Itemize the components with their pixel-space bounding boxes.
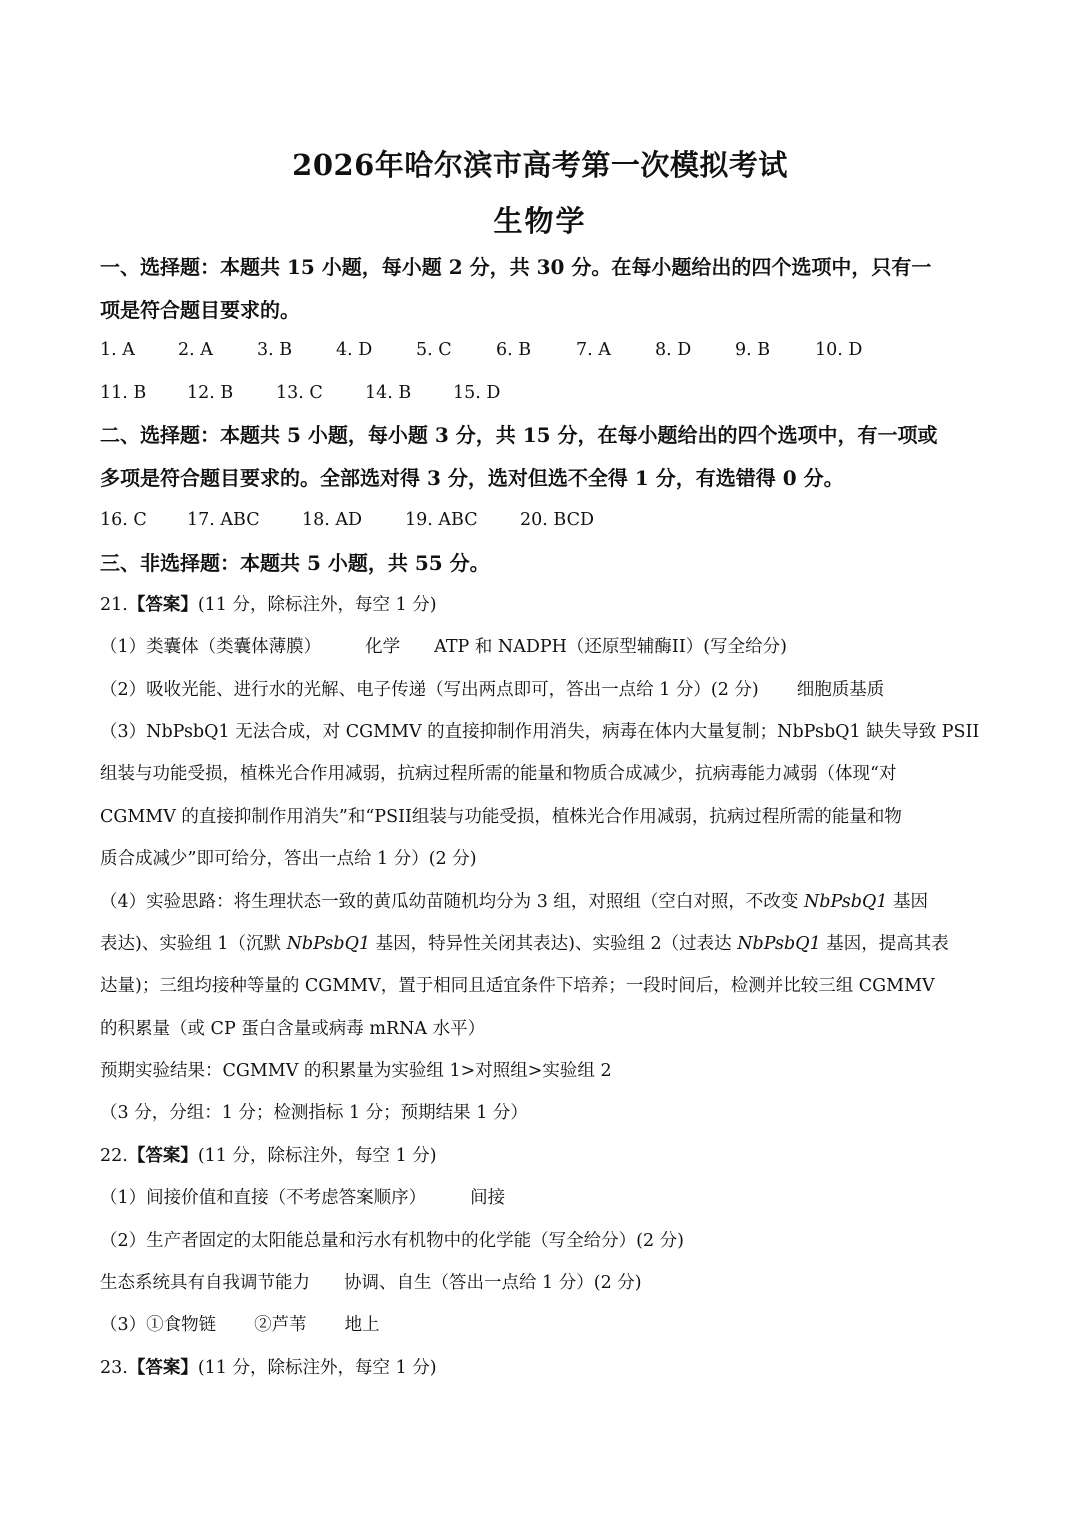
answer-item: 20. BCD	[520, 510, 594, 530]
answer-item: 4. D	[336, 340, 373, 360]
gene-name: NbPsbQ1	[803, 892, 888, 912]
page-subtitle: 生物学	[493, 204, 587, 238]
q22-header: 22.【答案】(11 分，除标注外，每空 1 分)	[100, 1146, 437, 1166]
section1-answers-row2	[100, 381, 980, 405]
section2-heading: 二、选择题：本题共 5 小题，每小题 3 分，共 15 分，在每小题给出的四个选项中，有一项或	[100, 423, 938, 447]
page-title: 2026年哈尔滨市高考第一次模拟考试	[292, 148, 788, 182]
answer-item: 11. B	[100, 383, 147, 403]
answer-item: 3. B	[257, 340, 293, 360]
answer-item: 6. B	[496, 340, 532, 360]
answer-item: 16. C	[100, 510, 147, 530]
answer-item: 19. ABC	[405, 510, 478, 530]
section1-heading-cont: 项是符合题目要求的。	[100, 298, 300, 322]
answer-item: 18. AD	[302, 510, 363, 530]
section2-heading-cont: 多项是符合题目要求的。全部选对得 3 分，选对但选不全得 1 分，有选错得 0 分。	[100, 466, 844, 490]
answer-item: 13. C	[276, 383, 323, 403]
q22-part2-cont: 生态系统具有自我调节能力 协调、自生（答出一点给 1 分）(2 分)	[100, 1273, 642, 1293]
q21-part4-score: （3 分，分组：1 分；检测指标 1 分；预期结果 1 分）	[100, 1103, 528, 1123]
section1-answers-row1	[100, 338, 980, 362]
q23-header: 23.【答案】(11 分，除标注外，每空 1 分)	[100, 1358, 437, 1378]
q21-part4-line1: （4）实验思路：将生理状态一致的黄瓜幼苗随机均分为 3 组，对照组（空白对照，不改变 NbPsbQ1 基因	[100, 892, 929, 912]
answer-item: 9. B	[735, 340, 771, 360]
gene-name: NbPsbQ1	[286, 934, 371, 954]
section1-heading: 一、选择题：本题共 15 小题，每小题 2 分，共 30 分。在每小题给出的四个选项中，只有一	[100, 255, 932, 279]
answer-item: 2. A	[178, 340, 213, 360]
answer-item: 8. D	[655, 340, 692, 360]
answer-item: 15. D	[453, 383, 501, 403]
answer-item: 1. A	[100, 340, 135, 360]
answer-item: 12. B	[187, 383, 234, 403]
gene-name: NbPsbQ1	[737, 934, 821, 954]
section3-heading: 三、非选择题：本题共 5 小题，共 55 分。	[100, 551, 490, 575]
q22-part1: （1）间接价值和直接（不考虑答案顺序） 间接	[100, 1188, 506, 1208]
q21-part3-line4: 质合成减少”即可给分，答出一点给 1 分）(2 分)	[100, 849, 477, 869]
q21-part4-line4: 的积累量（或 CP 蛋白含量或病毒 mRNA 水平）	[100, 1019, 486, 1039]
q22-part3: （3）①食物链 ②芦苇 地上	[100, 1315, 380, 1335]
answer-item: 5. C	[416, 340, 452, 360]
q21-part2: （2）吸收光能、进行水的光解、电子传递（写出两点即可，答出一点给 1 分）(2 分) 细胞质基质	[100, 680, 885, 700]
q21-part3-line2: 组装与功能受损，植株光合作用减弱，抗病过程所需的能量和物质合成减少，抗病毒能力减弱（体现“对	[100, 764, 897, 784]
q21-header: 21.【答案】(11 分，除标注外，每空 1 分)	[100, 595, 437, 615]
q21-part1: （1）类囊体（类囊体薄膜） 化学 ATP 和 NADPH（还原型辅酶II）(写全给分)	[100, 637, 787, 657]
q21-part4-line3: 达量)；三组均接种等量的 CGMMV，置于相同且适宜条件下培养；一段时间后，检测并比较三组 CGMMV	[100, 976, 935, 996]
answer-item: 7. A	[576, 340, 611, 360]
q22-part2: （2）生产者固定的太阳能总量和污水有机物中的化学能（写全给分）(2 分)	[100, 1231, 684, 1251]
q21-part4-result: 预期实验结果：CGMMV 的积累量为实验组 1>对照组>实验组 2	[100, 1061, 612, 1081]
section2-answers	[100, 508, 980, 532]
q21-part3-line1: （3）NbPsbQ1 无法合成，对 CGMMV 的直接抑制作用消失，病毒在体内大量复制；NbPsbQ1 缺失导致 PSII	[100, 722, 980, 742]
q21-part3-line3: CGMMV 的直接抑制作用消失”和“PSII组装与功能受损，植株光合作用减弱，抗病过程所需的能量和物	[100, 807, 902, 827]
answer-item: 17. ABC	[187, 510, 260, 530]
answer-item: 10. D	[815, 340, 863, 360]
answer-item: 14. B	[365, 383, 412, 403]
q21-part4-line2: 表达)、实验组 1（沉默 NbPsbQ1 基因，特异性关闭其表达)、实验组 2（过表达 NbPsbQ1 基因，提高其表	[100, 934, 949, 954]
